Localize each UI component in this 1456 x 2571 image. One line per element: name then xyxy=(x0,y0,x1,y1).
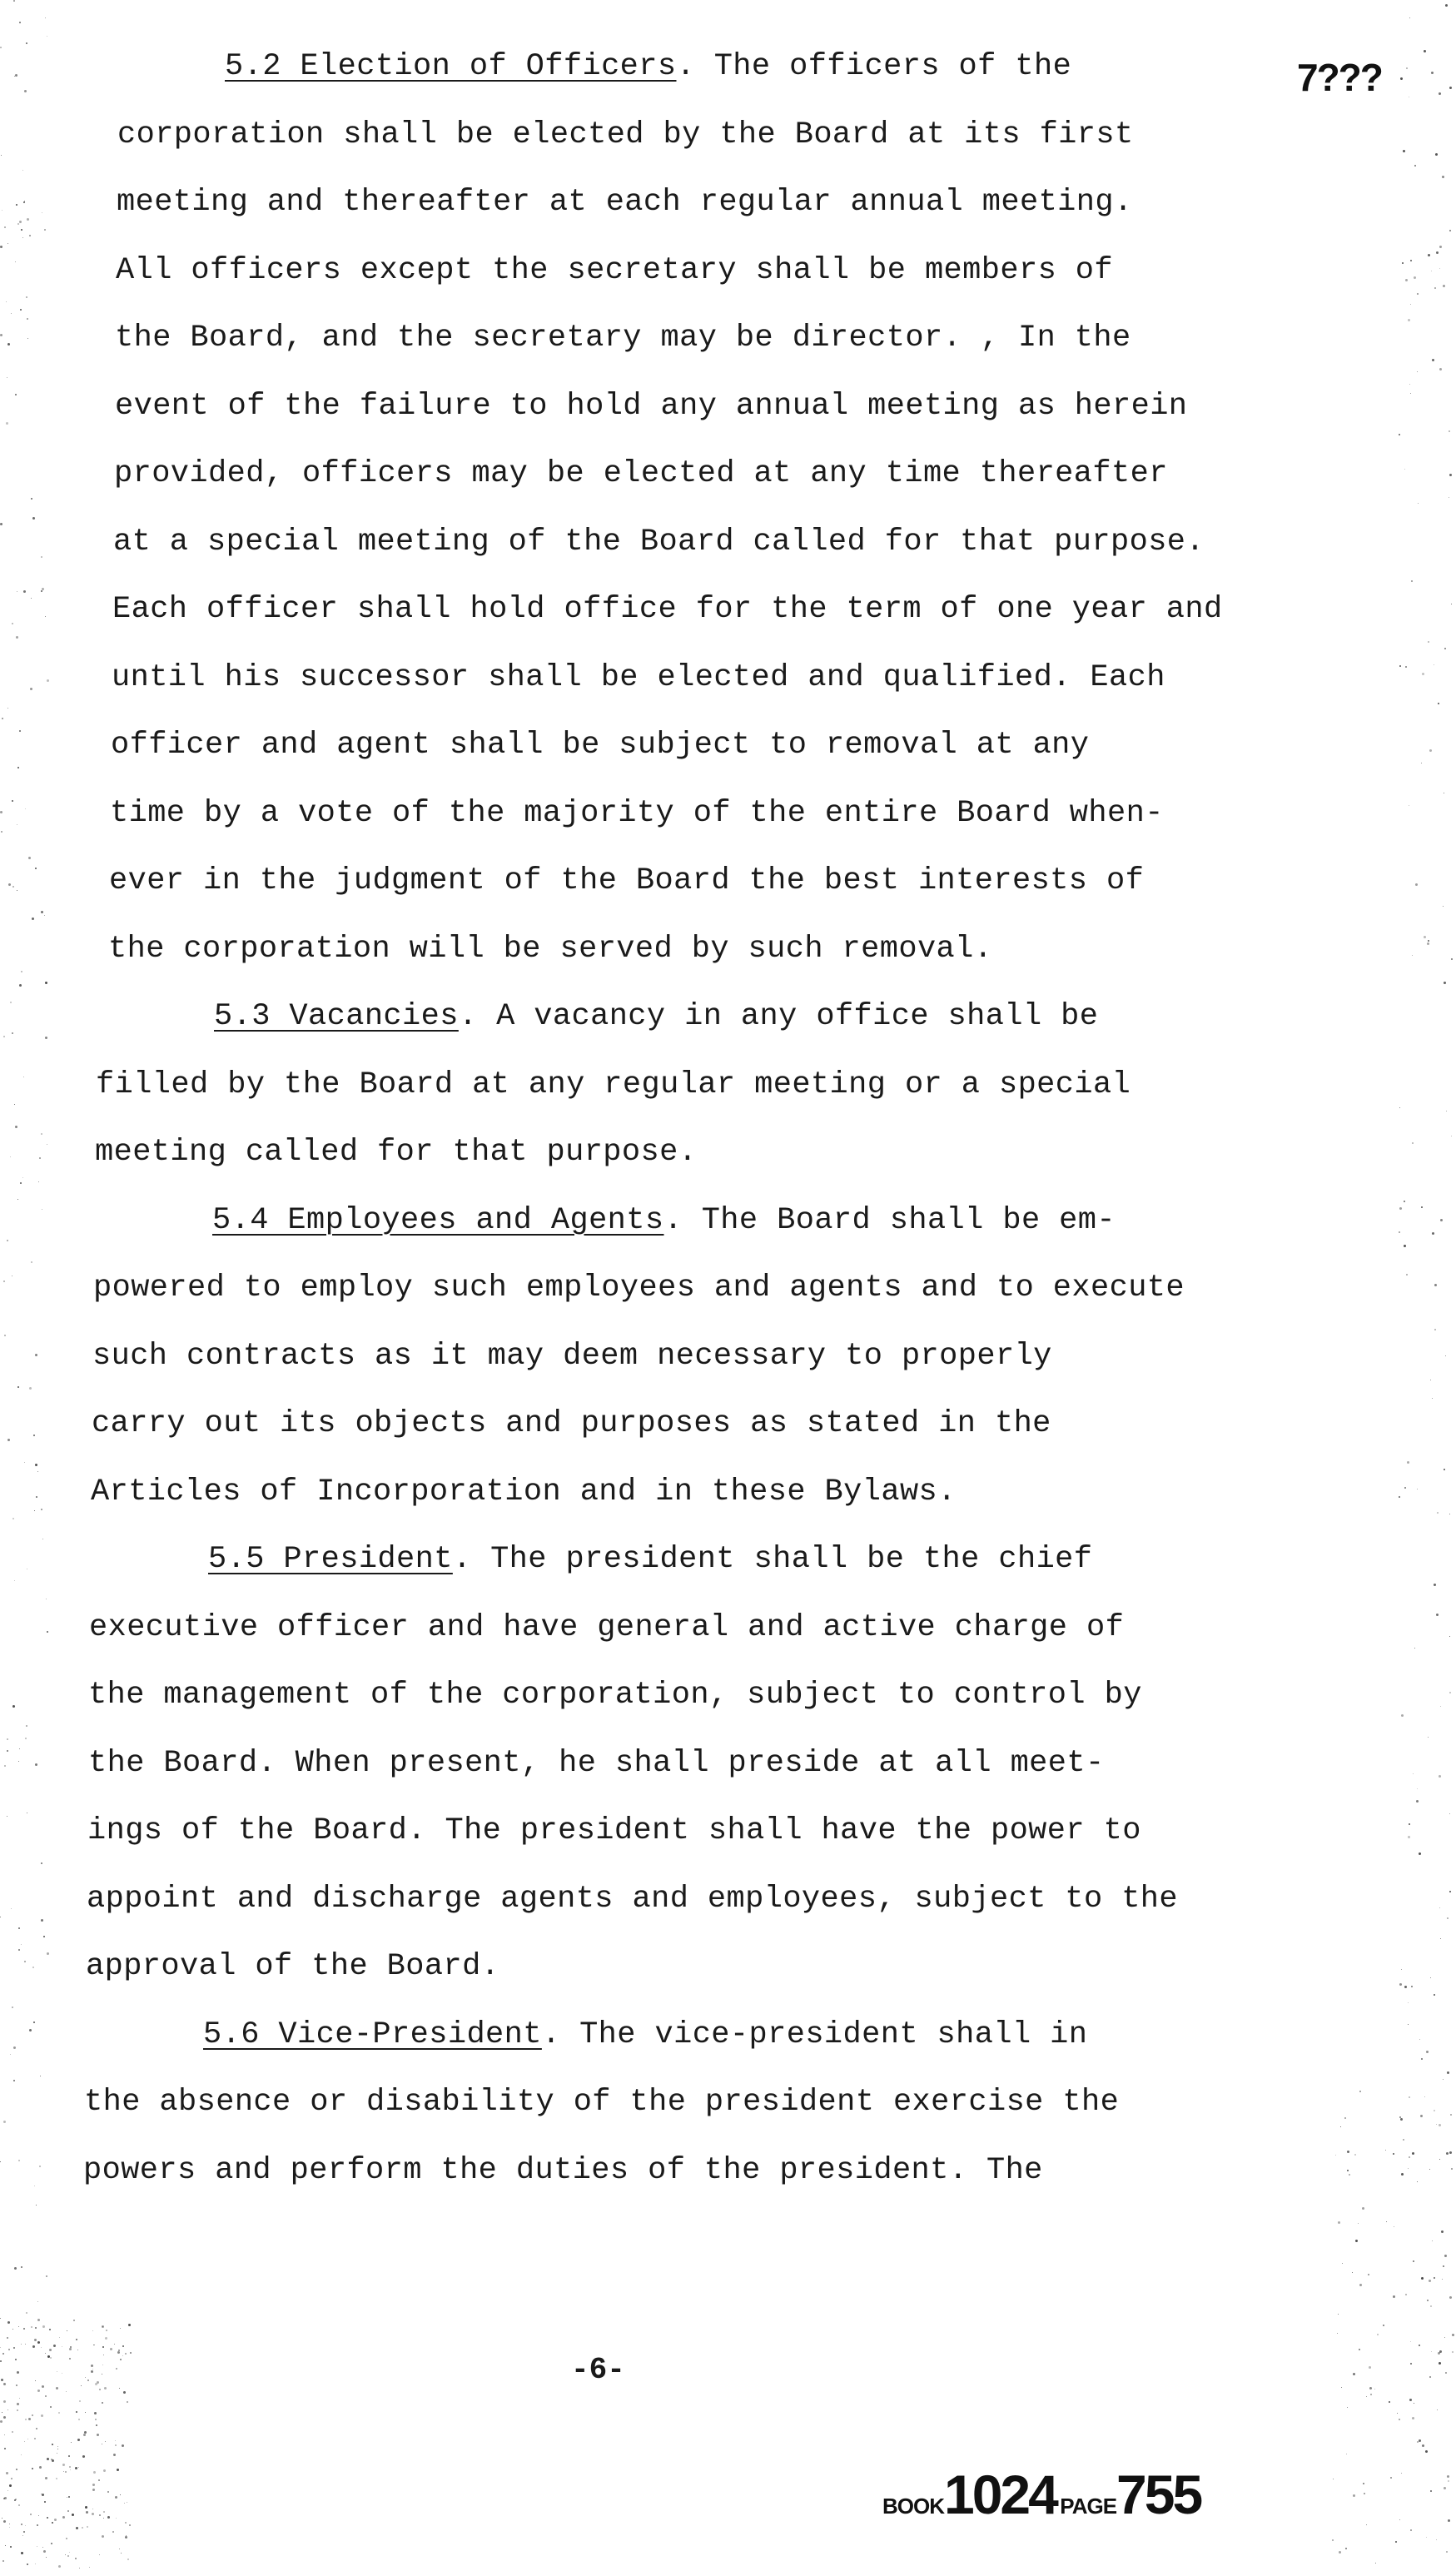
section-text: powers and perform the duties of the president. The xyxy=(83,2152,1043,2188)
text-line xyxy=(84,2086,1119,2119)
section-text: . The president shall be the chief xyxy=(452,1542,1093,1577)
section-heading: 5.4 Employees and Agents xyxy=(212,1202,664,1238)
section-text: meeting and thereafter at each regular annual meeting. xyxy=(117,185,1133,220)
page-number: -6- xyxy=(571,2353,625,2387)
book-page-reference xyxy=(882,2463,1200,2526)
section-text: . A vacancy in any office shall be xyxy=(458,999,1099,1034)
section-text: Articles of Incorporation and in these Bylaws. xyxy=(91,1474,957,1509)
section-text: event of the failure to hold any annual meeting as herein xyxy=(115,388,1188,424)
text-line xyxy=(108,932,992,966)
text-line xyxy=(111,729,1089,762)
section-text: All officers except the secretary shall be members of xyxy=(116,252,1113,288)
section-heading: 5.5 President xyxy=(208,1542,453,1577)
section-text: time by a vote of the majority of the entire Board when- xyxy=(110,795,1164,831)
section-text: provided, officers may be elected at any time thereafter xyxy=(114,456,1168,491)
section-text: the management of the corporation, subject to control by xyxy=(88,1678,1142,1713)
text-line xyxy=(96,1068,1131,1102)
text-line xyxy=(114,457,1168,490)
text-line xyxy=(87,1882,1178,1916)
section-text: such contracts as it may deem necessary to properly xyxy=(92,1338,1052,1374)
text-line xyxy=(117,118,1134,152)
text-line xyxy=(91,1475,957,1509)
section-text: powered to employ such employees and agents and to execute xyxy=(93,1271,1185,1305)
page-label: PAGE xyxy=(1060,2494,1117,2519)
section-text: ever in the judgment of the Board the best interests of xyxy=(109,863,1145,898)
text-line xyxy=(95,1136,697,1169)
text-line xyxy=(88,1747,1105,1780)
text-line xyxy=(87,1814,1141,1847)
section-text: . The vice-president shall in xyxy=(541,2017,1088,2052)
section-text: the Board. When present, he shall preside at all meet- xyxy=(88,1745,1105,1781)
section-text: the corporation will be served by such removal. xyxy=(108,931,993,967)
book-page-number: 755 xyxy=(1116,2464,1201,2525)
section-text: until his successor shall be elected and qualified. Each xyxy=(112,659,1165,695)
section-text: corporation shall be elected by the Board at its first xyxy=(117,117,1134,152)
text-line xyxy=(112,593,1223,626)
section-text: . The officers of the xyxy=(676,49,1072,84)
section-text: . The Board shall be em- xyxy=(663,1202,1116,1238)
text-line xyxy=(93,1271,1185,1305)
section-text: appoint and discharge agents and employees, subject to the xyxy=(87,1881,1179,1917)
section-text: officer and agent shall be subject to removal at any xyxy=(111,728,1090,763)
text-line xyxy=(214,1000,1098,1033)
section-heading: 5.3 Vacancies xyxy=(214,999,459,1034)
text-line xyxy=(116,254,1113,287)
text-line xyxy=(203,2018,1087,2051)
text-line xyxy=(83,2154,1043,2187)
section-heading: 5.6 Vice-President xyxy=(203,2017,542,2052)
section-text: Each officer shall hold office for the term of one year and xyxy=(112,592,1223,627)
section-text: meeting called for that purpose. xyxy=(95,1135,698,1170)
section-text: carry out its objects and purposes as stated in the xyxy=(92,1406,1051,1441)
section-text: executive officer and have general and active charge of xyxy=(89,1609,1125,1645)
text-line xyxy=(115,390,1187,423)
text-line xyxy=(89,1611,1124,1644)
text-line xyxy=(225,50,1071,83)
section-text: the absence or disability of the president exercise the xyxy=(84,2085,1120,2120)
text-line xyxy=(115,321,1131,355)
text-line xyxy=(208,1543,1092,1576)
section-text: the Board, and the secretary may be director. , In the xyxy=(115,321,1131,356)
text-line xyxy=(86,1950,499,1983)
text-line xyxy=(109,864,1144,898)
section-text: ings of the Board. The president shall have the power to xyxy=(87,1813,1141,1848)
book-number: 1024 xyxy=(944,2464,1056,2525)
section-text: approval of the Board. xyxy=(86,1949,500,1984)
text-line xyxy=(113,525,1205,559)
text-line xyxy=(110,797,1164,830)
text-line xyxy=(92,1407,1051,1440)
corner-document-number: 7??? xyxy=(1297,56,1382,99)
text-line xyxy=(112,661,1165,694)
book-label: BOOK xyxy=(882,2494,944,2519)
section-text: filled by the Board at any regular meeting or a special xyxy=(96,1067,1131,1102)
section-heading: 5.2 Election of Officers xyxy=(225,49,677,84)
text-line xyxy=(117,186,1133,219)
section-text: at a special meeting of the Board called for that purpose. xyxy=(113,524,1205,559)
text-line xyxy=(88,1678,1142,1712)
text-line xyxy=(92,1340,1052,1373)
text-line xyxy=(212,1204,1116,1237)
